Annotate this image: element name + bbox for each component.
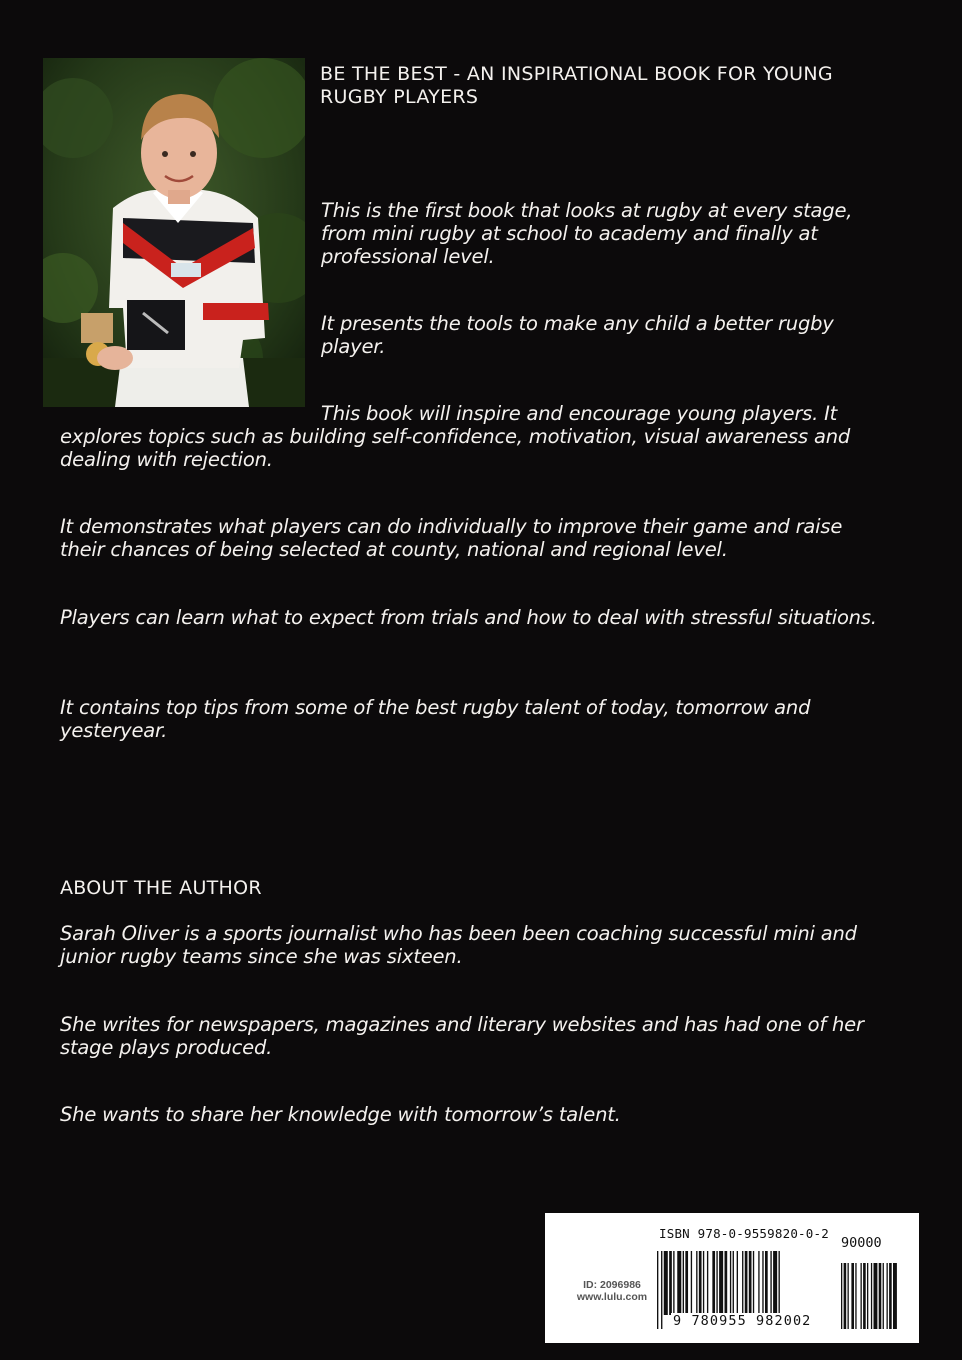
author-bio-paragraph-2: She writes for newspapers, magazines and literary websites and has had one of her stage plays produced. [60, 1013, 864, 1059]
barcode-bar [730, 1251, 731, 1315]
book-title: BE THE BEST - AN INSPIRATIONAL BOOK FOR YOUNG RUGBY PLAYERS [320, 63, 833, 108]
barcode-bar [762, 1251, 763, 1315]
barcode-bar [685, 1251, 688, 1315]
barcode-bar [696, 1251, 697, 1315]
author-bio-paragraph-3: She wants to share her knowledge with tomorrow’s talent. [60, 1103, 621, 1126]
addon-barcode-bar [855, 1263, 856, 1329]
book-blurb-paragraph-1: This is the first book that looks at rugby at every stage, from mini rugby at school to academy and finally at professional level. [321, 199, 853, 268]
barcode-bar [657, 1251, 658, 1329]
cover-photo [43, 58, 305, 407]
barcode-bar [770, 1251, 771, 1315]
barcode-panel [545, 1213, 919, 1343]
book-blurb-paragraph-3: This book will inspire and encourage young players. It explores topics such as building self-confidence, motivation, visual awareness and dealing with rejection. [60, 402, 851, 471]
barcode-bar [737, 1251, 738, 1315]
addon-barcode-bar [879, 1263, 882, 1329]
lulu-id-label [567, 1279, 657, 1303]
addon-barcode-bar [893, 1263, 897, 1329]
barcode-bar [707, 1251, 708, 1315]
barcode-bar [691, 1251, 692, 1315]
barcode-bar [765, 1251, 768, 1315]
barcode-bar [758, 1251, 759, 1315]
barcode-bar [725, 1251, 728, 1315]
book-blurb-paragraph-6: It contains top tips from some of the best rugby talent of today, tomorrow and yesteryear. [60, 696, 811, 742]
barcode-bar [683, 1251, 684, 1315]
addon-barcode-bar [889, 1263, 892, 1329]
website-text: www.lulu.com [576, 1291, 648, 1303]
addon-barcode-bar [883, 1263, 884, 1329]
book-blurb-paragraph-4: It demonstrates what players can do individually to improve their game and raise their chances of being selected at county, national and regional level. [60, 515, 843, 561]
barcode-bar [699, 1251, 702, 1315]
barcode-bar [664, 1251, 668, 1315]
barcode-bar [716, 1251, 717, 1315]
author-heading: ABOUT THE AUTHOR [60, 877, 262, 899]
book-blurb-paragraph-2: It presents the tools to make any child a better rugby player. [321, 312, 834, 358]
barcode-bar [773, 1251, 777, 1315]
isbn-label: ISBN 978-0-9559820-0-2 [659, 1226, 829, 1241]
ean-digits-label: 9 780955 982002 [673, 1313, 812, 1329]
addon-barcode-bar [841, 1263, 842, 1329]
barcode-bar [677, 1251, 681, 1315]
addon-barcode-bar [887, 1263, 888, 1329]
id-text: ID: 2096986 [583, 1279, 641, 1291]
addon-barcode-bar [844, 1263, 847, 1329]
barcode-bar [753, 1251, 754, 1315]
addon-barcode-bars [837, 1251, 911, 1329]
addon-barcode-bar [871, 1263, 872, 1329]
addon-barcode-bar [861, 1263, 862, 1329]
barcode-bar [673, 1251, 674, 1315]
addon-barcode-bar [851, 1263, 854, 1329]
barcode-bar [712, 1251, 715, 1315]
barcode-bar [703, 1251, 704, 1315]
barcode-bar [733, 1251, 734, 1315]
barcode-bar [661, 1251, 662, 1329]
author-bio-paragraph-1: Sarah Oliver is a sports journalist who has been been coaching successful mini and junior rugby teams since she was sixteen. [60, 922, 857, 968]
book-blurb-paragraph-5: Players can learn what to expect from trials and how to deal with stressful situations. [60, 606, 877, 629]
addon-barcode-bar [874, 1263, 878, 1329]
addon-barcode-bar [848, 1263, 849, 1329]
barcode-bar [742, 1251, 743, 1315]
barcode-bar [749, 1251, 752, 1315]
price-code-label: 90000 [841, 1235, 882, 1251]
barcode-bar [745, 1251, 748, 1315]
addon-barcode-bar [867, 1263, 868, 1329]
barcode-bar [669, 1251, 672, 1315]
addon-barcode-bar [863, 1263, 866, 1329]
boy-in-rugby-kit-photo [43, 58, 305, 407]
